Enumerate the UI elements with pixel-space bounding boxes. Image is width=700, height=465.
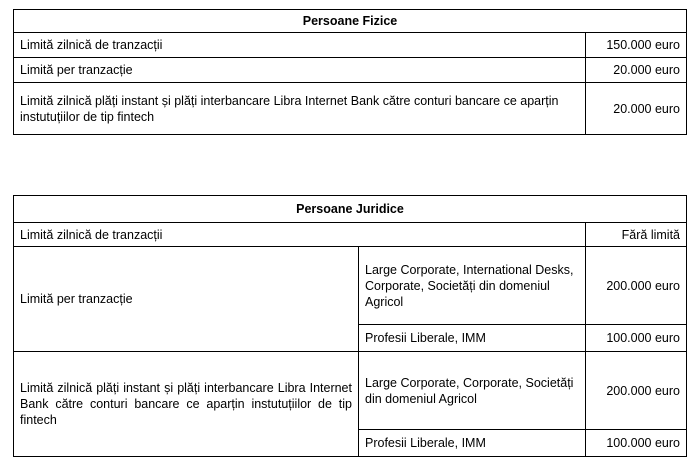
table-row (14, 33, 687, 58)
segment-cell: Large Corporate, Corporate, Societăți din domeniul Agricol (359, 352, 586, 430)
row-value: 150.000 euro (586, 33, 687, 58)
table-row (14, 223, 687, 247)
row-value: 100.000 euro (586, 430, 687, 457)
segment-cell: Profesii Liberale, IMM (359, 325, 586, 352)
row-value: 20.000 euro (586, 58, 687, 83)
table-title: Persoane Fizice (14, 10, 687, 33)
row-label: Limită zilnică plăți instant și plăți interbancare Libra Internet Bank către conturi bancare ce aparțin instutuțiilor de tip fintech (14, 352, 359, 457)
persoane-juridice-table (13, 195, 687, 457)
table-row (14, 247, 687, 325)
row-value: 200.000 euro (586, 247, 687, 325)
row-label: Limită per tranzacție (14, 247, 359, 352)
table-row (14, 58, 687, 83)
segment-cell: Profesii Liberale, IMM (359, 430, 586, 457)
row-label: Limită zilnică de tranzacții (14, 223, 586, 247)
row-value: 20.000 euro (586, 83, 687, 135)
row-label: Limită zilnică plăți instant și plăți interbancare Libra Internet Bank către conturi bancare ce aparțin instutuțiilor de tip fintech (14, 83, 586, 135)
row-value: 200.000 euro (586, 352, 687, 430)
table-title: Persoane Juridice (14, 196, 687, 223)
row-value: Fără limită (586, 223, 687, 247)
row-label: Limită zilnică de tranzacții (14, 33, 586, 58)
table-row (14, 352, 687, 430)
row-value: 100.000 euro (586, 325, 687, 352)
table-row (14, 83, 687, 135)
segment-cell: Large Corporate, International Desks, Corporate, Societăți din domeniul Agricol (359, 247, 586, 325)
persoane-fizice-table (13, 9, 687, 135)
row-label: Limită per tranzacție (14, 58, 586, 83)
